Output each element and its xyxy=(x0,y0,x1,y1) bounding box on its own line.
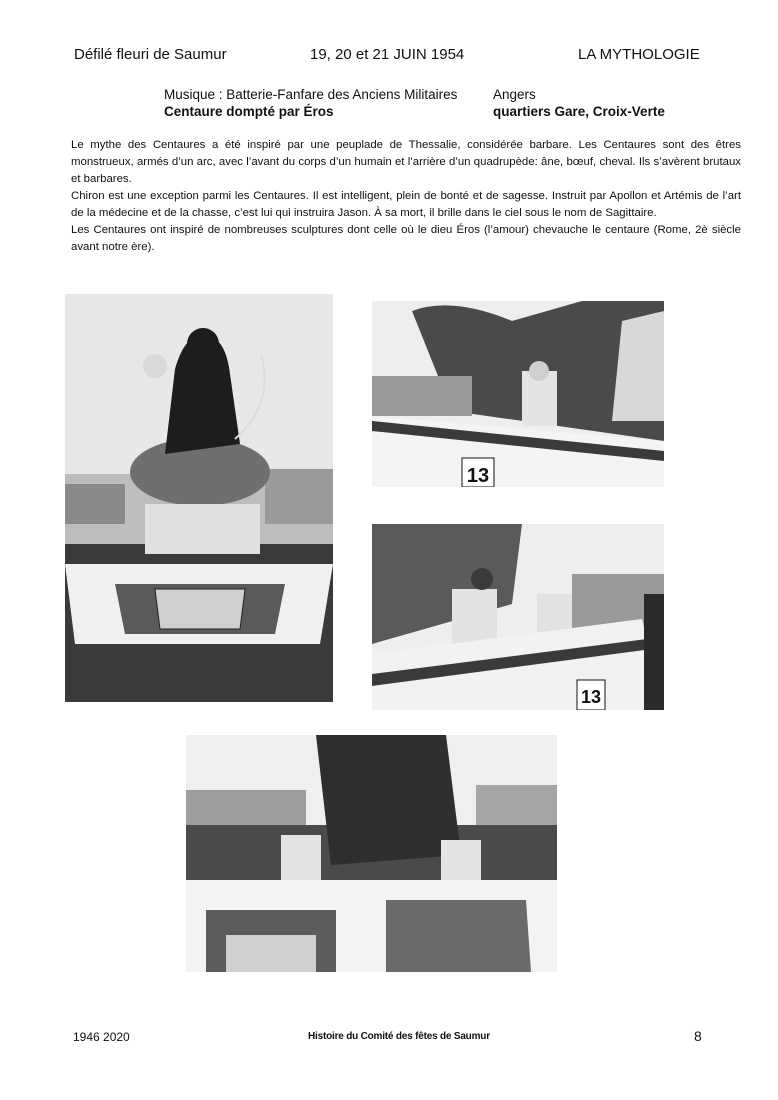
float-title: Centaure dompté par Éros xyxy=(164,104,334,119)
footer-title: Histoire du Comité des fêtes de Saumur xyxy=(308,1031,490,1042)
music-line: Musique : Batterie-Fanfare des Anciens Militaires xyxy=(164,87,458,102)
photo-float-side-2 xyxy=(372,524,664,710)
footer-years: 1946 2020 xyxy=(73,1030,130,1044)
city-line: Angers xyxy=(493,87,536,102)
body-text xyxy=(71,137,741,256)
header-theme: LA MYTHOLOGIE xyxy=(578,46,700,63)
paragraph-chiron: Chiron est une exception parmi les Centaures. Il est intelligent, plein de bonté et de sagesse. Instruit par Apollon et Artémis de l’art de la médecine et de la chasse, c’est lui qui instruira Jason. À sa mort, il brille dans le ciel sous le nom de Sagittaire. xyxy=(71,190,741,219)
header-date: 19, 20 et 21 JUIN 1954 xyxy=(310,46,465,63)
page-number: 8 xyxy=(694,1028,702,1044)
float-number-label-1: 13 xyxy=(466,465,490,487)
photo-float-side-1 xyxy=(372,301,664,487)
photo-float-front xyxy=(65,294,333,702)
float-number-label-2: 13 xyxy=(580,687,602,707)
header-left: Défilé fleuri de Saumur xyxy=(74,46,227,63)
district-line: quartiers Gare, Croix-Verte xyxy=(493,104,665,119)
paragraph-centaurs: Le mythe des Centaures a été inspiré par une peuplade de Thessalie, considérée barbare. Les Centaures sont des êtres monstrueux, armés d’un arc, avec l’avant du corps d’un humain et l’arrière d’un quadrupède: âne, bœuf, cheval. Ils s’avèrent brutaux et barbares. xyxy=(71,139,741,185)
photo-float-rear xyxy=(186,735,557,972)
paragraph-sculptures: Les Centaures ont inspiré de nombreuses sculptures dont celle où le dieu Éros (l’amour) chevauche le centaure (Rome, 2è siècle avant notre ère). xyxy=(71,224,741,253)
